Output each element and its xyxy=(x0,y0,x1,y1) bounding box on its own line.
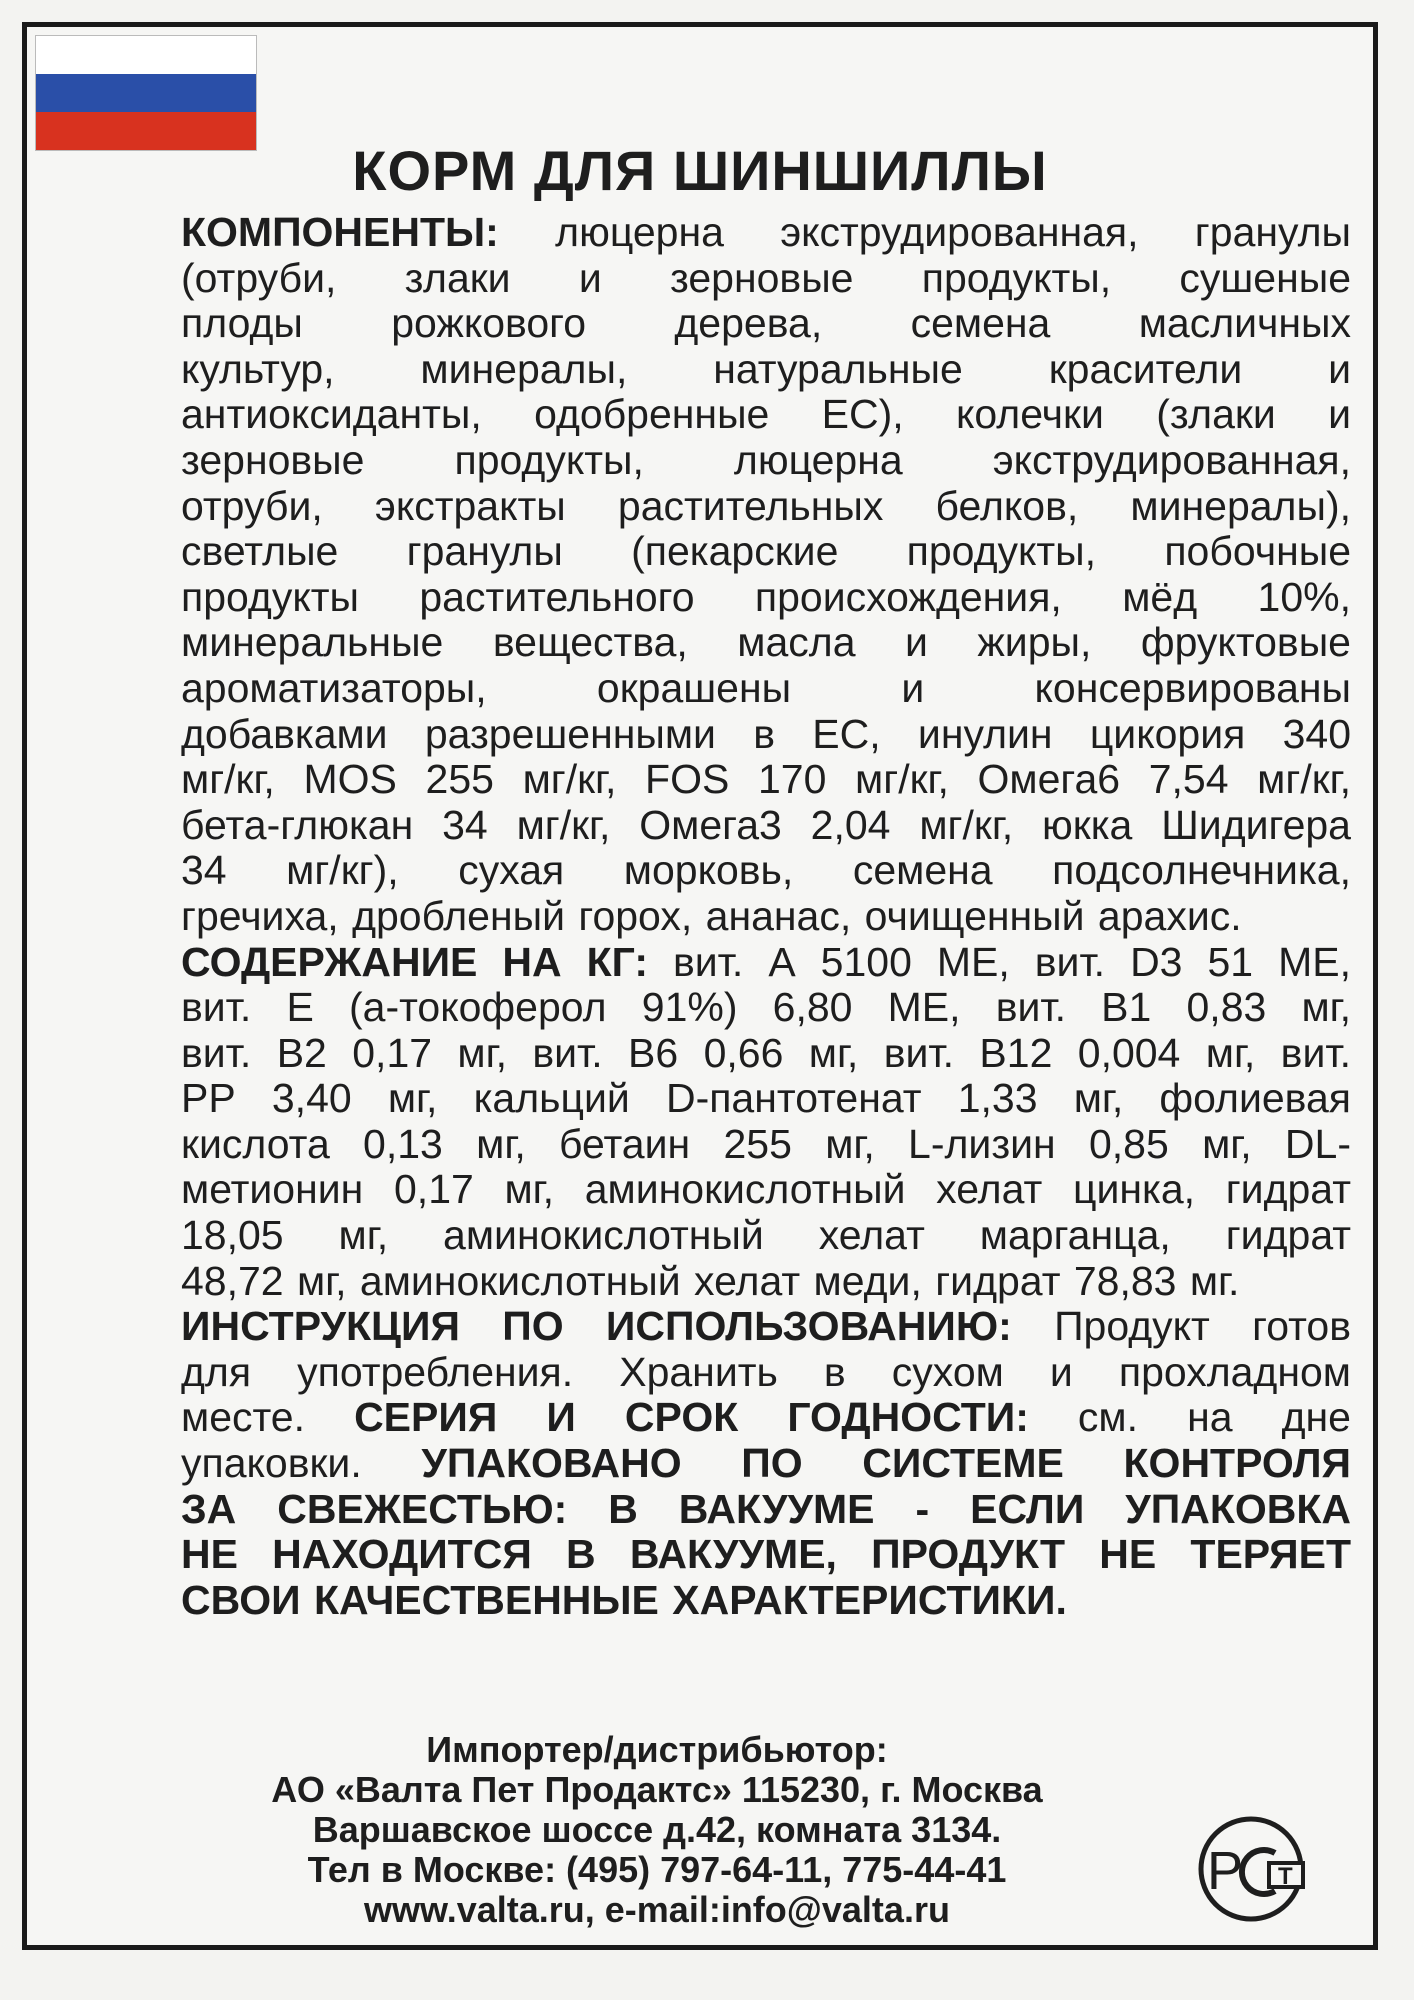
importer-web-email: www.valta.ru, e-mail:info@valta.ru xyxy=(364,1889,950,1930)
importer-address: Варшавское шоссе д.42, комната 3134. xyxy=(312,1809,1002,1850)
content-line: 18,05 мг, аминокислотный хелат марганца, гидрат xyxy=(181,1212,1351,1259)
content-line: кислота 0,13 мг, бетаин 255 мг, L-лизин 0,85 мг, DL- xyxy=(181,1120,1351,1167)
components-line: 34 мг/кг), сухая морковь, семена подсолнечника, xyxy=(181,847,1351,894)
instructions-line: упаковки. УПАКОВАНО ПО СИСТЕМЕ КОНТРОЛЯ xyxy=(181,1440,1352,1487)
components-line: отруби, экстракты растительных белков, минералы), xyxy=(181,482,1351,529)
importer-phone: Тел в Москве: (495) 797-64-11, 775-44-41 xyxy=(307,1849,1007,1890)
product-title: КОРМ ДЛЯ ШИНШИЛЛЫ xyxy=(352,139,1048,202)
importer-info xyxy=(177,1730,1137,1930)
packed-notice: УПАКОВАНО ПО СИСТЕМЕ КОНТРОЛЯ xyxy=(421,1440,1352,1487)
packed-notice-line: СВОИ КАЧЕСТВЕННЫЕ ХАРАКТЕРИСТИКИ. xyxy=(181,1576,1067,1623)
flag-stripe-white xyxy=(36,36,256,74)
components-line: культур, минералы, натуральные красители и xyxy=(181,345,1351,392)
instructions-line: месте. СЕРИЯ И СРОК ГОДНОСТИ: см. на дне xyxy=(181,1394,1351,1441)
components-line: зерновые продукты, люцерна экструдированная, xyxy=(181,436,1351,483)
components-line: мг/кг, MOS 255 мг/кг, FOS 170 мг/кг, Омега6 7,54 мг/кг, xyxy=(181,756,1351,803)
importer-heading: Импортер/дистрибьютор: xyxy=(426,1729,888,1770)
content-heading: СОДЕРЖАНИЕ НА КГ: xyxy=(181,938,648,985)
components-line: светлые гранулы (пекарские продукты, побочные xyxy=(181,528,1351,575)
svg-text:Т: Т xyxy=(1278,1863,1293,1890)
instructions-line: ИНСТРУКЦИЯ ПО ИСПОЛЬЗОВАНИЮ: Продукт готов xyxy=(181,1303,1351,1350)
importer-company: АО «Валта Пет Продактс» 115230, г. Москва xyxy=(271,1769,1043,1810)
content-line: 48,72 мг, аминокислотный хелат меди, гидрат 78,83 мг. xyxy=(181,1257,1240,1304)
components-line: добавками разрешенными в ЕС, инулин цикория 340 xyxy=(181,710,1351,757)
content-line: вит. Е (а-токоферол 91%) 6,80 МЕ, вит. В1 0,83 мг, xyxy=(181,984,1351,1031)
components-line: ароматизаторы, окрашены и консервированы xyxy=(181,664,1351,711)
series-heading: СЕРИЯ И СРОК ГОДНОСТИ: xyxy=(354,1394,1029,1441)
components-heading: КОМПОНЕНТЫ: xyxy=(181,209,499,255)
russian-flag-icon xyxy=(35,35,257,151)
content-line: метионин 0,17 мг, аминокислотный хелат цинка, гидрат xyxy=(181,1166,1351,1213)
svg-text:Р: Р xyxy=(1207,1841,1244,1901)
components-line: гречиха, дробленый горох, ананас, очищенный арахис. xyxy=(181,892,1242,939)
components-line: продукты растительного происхождения, мёд 10%, xyxy=(181,573,1351,620)
flag-stripe-blue xyxy=(36,74,256,112)
instructions-line: для употребления. Хранить в сухом и прохладном xyxy=(181,1348,1351,1395)
components-line: КОМПОНЕНТЫ: люцерна экструдированная, гранулы xyxy=(181,209,1351,255)
rst-certification-mark-icon xyxy=(1193,1807,1313,1927)
packed-notice-line: ЗА СВЕЖЕСТЬЮ: В ВАКУУМЕ - ЕСЛИ УПАКОВКА xyxy=(181,1485,1351,1532)
content-line: СОДЕРЖАНИЕ НА КГ: вит. А 5100 МЕ, вит. D3 51 МЕ, xyxy=(181,938,1351,985)
composition-text xyxy=(181,210,1351,1623)
packed-notice-line: НЕ НАХОДИТСЯ В ВАКУУМЕ, ПРОДУКТ НЕ ТЕРЯЕТ xyxy=(181,1531,1351,1578)
components-line: антиоксиданты, одобренные ЕС), колечки (злаки и xyxy=(181,391,1351,438)
product-label xyxy=(22,22,1378,1950)
components-line: (отруби, злаки и зерновые продукты, сушеные xyxy=(181,254,1351,301)
components-line: минеральные вещества, масла и жиры, фруктовые xyxy=(181,619,1351,666)
content-line: вит. В2 0,17 мг, вит. В6 0,66 мг, вит. В12 0,004 мг, вит. xyxy=(181,1029,1351,1076)
instructions-heading: ИНСТРУКЦИЯ ПО ИСПОЛЬЗОВАНИЮ: xyxy=(181,1303,1012,1350)
components-line: плоды рожкового дерева, семена масличных xyxy=(181,300,1351,347)
content-line: РР 3,40 мг, кальций D-пантотенат 1,33 мг, фолиевая xyxy=(181,1075,1351,1122)
components-line: бета-глюкан 34 мг/кг, Омега3 2,04 мг/кг, юкка Шидигера xyxy=(181,801,1351,848)
